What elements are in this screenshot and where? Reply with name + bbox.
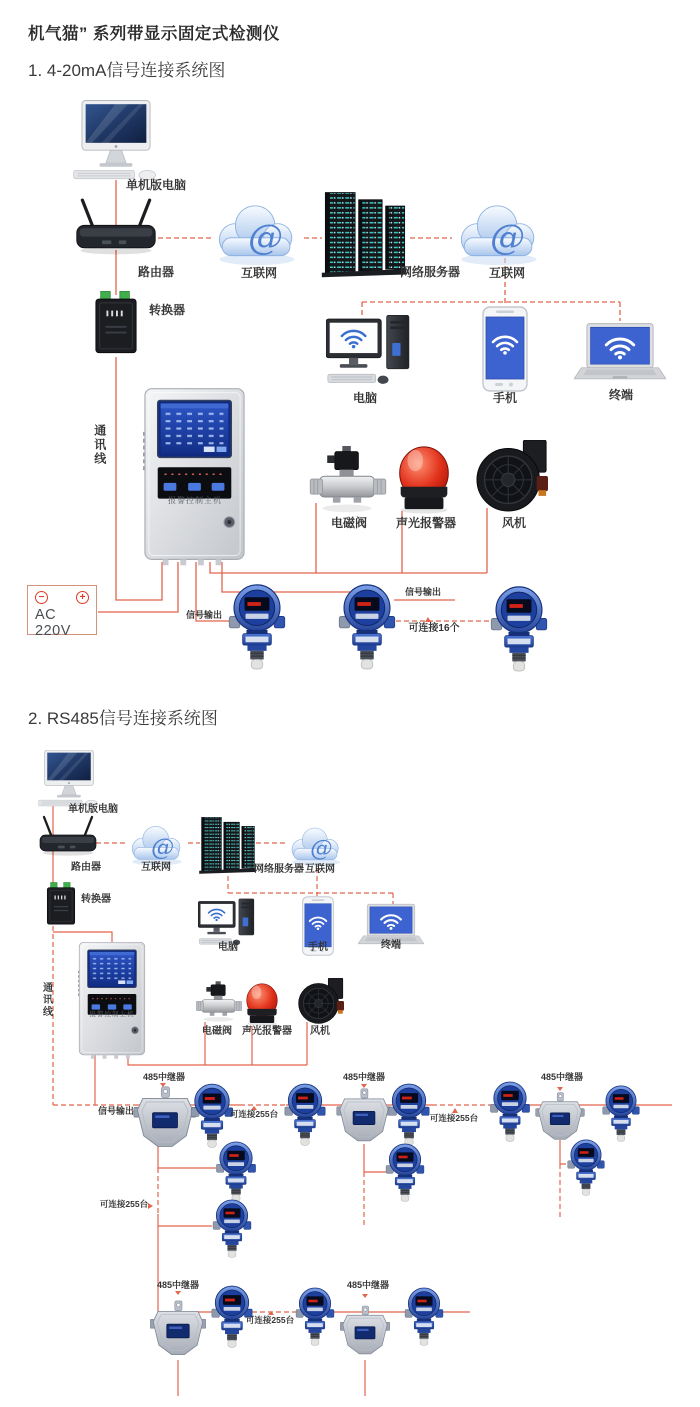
485-repeater-icon: [337, 1089, 391, 1141]
label-phone: 手机: [492, 391, 517, 405]
label-485-repeater: 485中继器: [142, 1072, 186, 1082]
alarm-controller-icon: [78, 942, 145, 1059]
label-comm-line: 通讯线: [92, 424, 107, 466]
label-485-repeater: 485中继器: [156, 1280, 200, 1290]
label-router: 路由器: [137, 265, 174, 279]
gas-detector-icon: [213, 1200, 251, 1257]
485-repeater-icon: [134, 1087, 196, 1147]
section2-heading: 2. RS485信号连接系统图: [28, 709, 218, 728]
imac-computer-icon: [74, 101, 156, 180]
label-internet: 互联网: [305, 864, 335, 875]
label-alarm: 声光报警器: [395, 516, 456, 530]
label-converter: 转换器: [148, 303, 185, 317]
gas-detector-icon: [339, 585, 394, 669]
label-connect-255: 可连接255台: [245, 1315, 295, 1325]
gas-detector-icon: [405, 1288, 443, 1345]
label-terminal: 终端: [608, 388, 633, 402]
plus-terminal-icon: +: [76, 591, 89, 604]
label-standalone-pc: 单机版电脑: [125, 178, 186, 192]
label-router: 路由器: [71, 862, 101, 873]
label-network-server: 网络服务器: [254, 864, 304, 875]
label-fan: 风机: [501, 516, 526, 530]
gas-detector-icon: [490, 1082, 529, 1141]
desktop-pc-icon: [326, 315, 409, 384]
page-title: 机气猫” 系列带显示固定式检测仪: [28, 25, 280, 43]
label-network-server: 网络服务器: [399, 265, 460, 279]
label-alarm: 声光报警器: [242, 1026, 292, 1037]
ac-voltage-label: AC 220V: [35, 607, 71, 639]
laptop-terminal-icon: [574, 324, 666, 379]
label-solenoid-valve: 电磁阀: [330, 516, 367, 530]
gas-detector-icon: [229, 585, 284, 669]
label-connect-255: 可连接255台: [429, 1113, 479, 1123]
gas-detector-icon: [568, 1140, 605, 1195]
label-connect-255: 可连接255台: [99, 1199, 149, 1209]
label-comm-line: 通讯线: [40, 982, 52, 1018]
label-signal-output: 信号输出: [97, 1106, 134, 1116]
laptop-terminal-icon: [358, 904, 424, 944]
label-connect-16: 可连接16个: [408, 623, 460, 634]
alarm-beacon-icon: [247, 984, 278, 1026]
label-485-repeater: 485中继器: [342, 1072, 386, 1082]
alarm-beacon-icon: [400, 447, 449, 514]
minus-terminal-icon: −: [35, 591, 48, 604]
label-internet: 互联网: [141, 862, 171, 873]
label-controller: 报警控制主机: [168, 496, 222, 505]
server-rack-icon: [322, 193, 407, 278]
fan-icon: [477, 440, 548, 511]
label-standalone-pc: 单机版电脑: [68, 804, 118, 815]
label-controller: 报警控制主机: [89, 1011, 135, 1018]
ac-power-box: [27, 585, 97, 639]
gas-detector-icon: [386, 1144, 424, 1201]
label-signal-output: 信号输出: [185, 610, 222, 620]
router-icon: [40, 817, 96, 856]
label-485-repeater: 485中继器: [346, 1280, 390, 1290]
imac-computer-icon: [39, 750, 98, 807]
server-rack-icon: [199, 817, 255, 873]
gas-detector-icon: [216, 1142, 255, 1201]
phone-icon: [483, 307, 527, 391]
label-internet: 互联网: [240, 266, 277, 280]
gas-detector-icon: [389, 1084, 429, 1145]
converter-icon: [47, 882, 74, 924]
label-connect-255: 可连接255台: [229, 1109, 279, 1119]
label-terminal: 终端: [381, 940, 401, 951]
gas-detector-icon: [491, 587, 546, 671]
internet-cloud-icon: [219, 206, 294, 265]
label-485-repeater: 485中继器: [540, 1072, 584, 1082]
label-signal-output: 信号输出: [404, 587, 441, 597]
gas-detector-icon: [603, 1086, 640, 1141]
diagram2-devices: [39, 750, 640, 1355]
desktop-pc-icon: [198, 899, 254, 945]
485-repeater-icon: [536, 1093, 585, 1140]
label-pc: 电脑: [218, 942, 238, 953]
solenoid-valve-icon: [310, 446, 386, 512]
label-solenoid-valve: 电磁阀: [202, 1026, 232, 1037]
alarm-controller-icon: [143, 389, 244, 566]
internet-cloud-icon: [292, 828, 340, 866]
solenoid-valve-icon: [196, 981, 242, 1021]
gas-detector-icon: [285, 1084, 325, 1145]
section1-heading: 1. 4-20mA信号连接系统图: [28, 61, 226, 80]
gas-detector-icon: [296, 1288, 334, 1345]
label-converter: 转换器: [81, 894, 111, 905]
gas-detector-icon: [191, 1084, 233, 1147]
485-repeater-icon: [340, 1306, 390, 1354]
fan-icon: [299, 978, 344, 1023]
label-internet: 互联网: [488, 266, 525, 280]
label-pc: 电脑: [352, 391, 377, 405]
internet-cloud-icon: [132, 826, 182, 865]
converter-icon: [96, 291, 136, 352]
internet-cloud-icon: [461, 206, 536, 265]
label-phone: 手机: [308, 942, 328, 953]
label-fan: 风机: [310, 1026, 330, 1037]
